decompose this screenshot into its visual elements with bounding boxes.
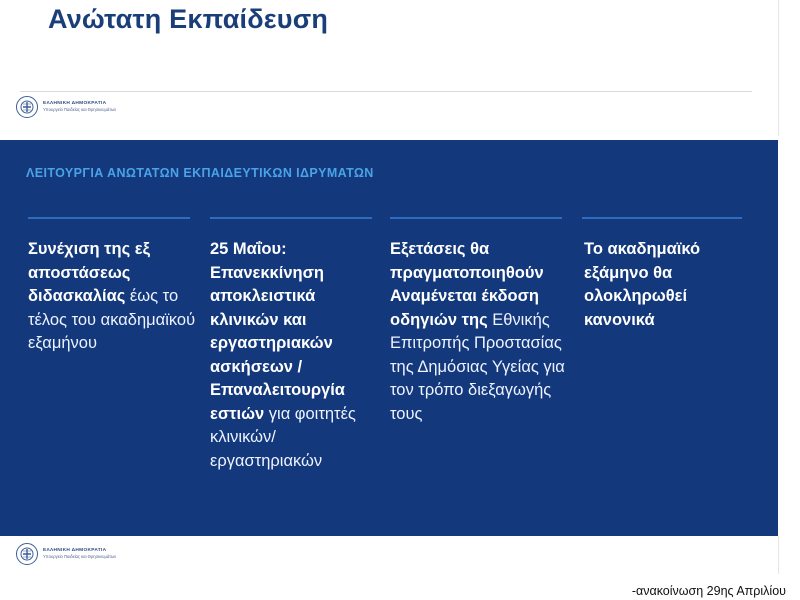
column-1-bold: Συνέχιση της εξ αποστάσεως διδασκαλίας <box>28 240 150 305</box>
column-2-rule <box>210 217 372 219</box>
content-panel <box>0 140 778 536</box>
footer-logo-ministry: Υπουργείο Παιδείας και Θρησκευμάτων <box>43 554 117 560</box>
column-2 <box>210 238 370 473</box>
header-divider <box>20 91 752 92</box>
header-logo-text <box>43 102 116 113</box>
column-1 <box>28 238 196 356</box>
panel-heading: ΛΕΙΤΟΥΡΓΙΑ ΑΝΩΤΑΤΩΝ ΕΚΠΑΙΔΕΥΤΙΚΩΝ ΙΔΡΥΜΑΤΩΝ <box>26 166 374 180</box>
slide-title: Ανώτατη Εκπαίδευση <box>48 4 329 34</box>
column-1-rule <box>28 217 190 219</box>
column-4-bold: Το ακαδημαϊκό εξάμηνο θα ολοκληρωθεί κανονικά <box>584 240 701 329</box>
coat-of-arms-icon <box>16 96 38 118</box>
column-3-normal: Εθνικής Επιτροπής Προστασίας της Δημόσιας Υγείας για τον τρόπο διεξαγωγής τους <box>390 310 565 423</box>
column-2-normal: για φοιτητές κλινικών/εργαστηριακών <box>210 404 356 470</box>
header-logo-org: ΕΛΛΗΝΙΚΗ ΔΗΜΟΚΡΑΤΙΑ <box>43 100 107 106</box>
footer-logo-text <box>43 549 116 560</box>
header-logo-ministry: Υπουργείο Παιδείας και Θρησκευμάτων <box>43 107 117 113</box>
column-3-rule <box>390 217 562 219</box>
column-4-rule <box>582 217 742 219</box>
coat-of-arms-icon <box>16 543 38 565</box>
header-logo <box>16 96 116 118</box>
column-1-normal: έως το τέλος του ακαδημαϊκού εξαμήνου <box>28 287 196 352</box>
column-4 <box>584 238 744 332</box>
footer-logo <box>16 543 116 565</box>
column-3 <box>390 238 574 426</box>
column-3-bold: Εξετάσεις θα πραγματοποιηθούν Αναμένεται έκδοση οδηγιών της <box>390 240 544 329</box>
slide-footer <box>0 536 779 574</box>
footer-logo-org: ΕΛΛΗΝΙΚΗ ΔΗΜΟΚΡΑΤΙΑ <box>43 547 107 553</box>
column-2-bold: 25 Μαΐου: Επανεκκίνηση αποκλειστικά κλινικών και εργαστηριακών ασκήσεων / Επαναλειτουργία εστιών <box>210 240 345 423</box>
announcement-caption: -ανακοίνωση 29ης Απριλίου <box>631 584 786 598</box>
slide-header <box>0 0 779 136</box>
